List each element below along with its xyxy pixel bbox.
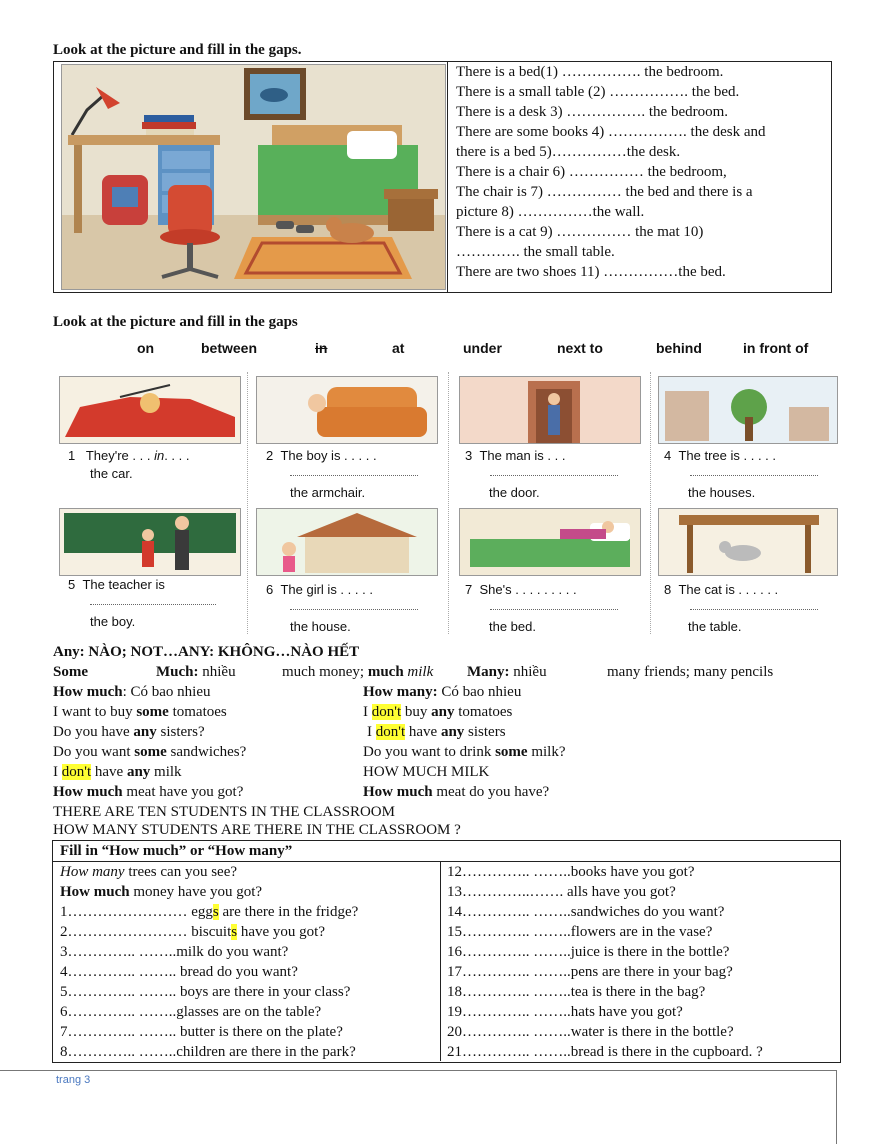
fill-item: 17………….. ……..pens are there in your bag? — [447, 964, 733, 980]
grammar-example-r5: How much meat do you have? — [363, 784, 550, 800]
s1-line: There is a chair 6) …………… the bedroom, — [456, 164, 727, 180]
s1-line: There is a desk 3) ……………. the bedroom. — [456, 104, 729, 120]
car-illustration — [60, 377, 240, 443]
fill-item: 8………….. ……..children are there in the park? — [60, 1044, 356, 1060]
fill-title: Fill in “How much” or “How many” — [60, 843, 293, 859]
grammar-how-much: How much: Có bao nhieu — [53, 684, 211, 700]
word-bank-on: on — [137, 340, 155, 356]
grammar-example-l1: I want to buy some tomatoes — [53, 704, 227, 720]
fill-item: 4………….. …….. bread do you want? — [60, 964, 298, 980]
item-1: 1 They're . . . in. . . . — [68, 448, 190, 463]
grammar-example-l4: I don't have any milk — [53, 764, 182, 780]
picture-door — [459, 376, 641, 444]
fill-item: 15………….. ……..flowers are in the vase? — [447, 924, 713, 940]
item-7: 7 She's . . . . . . . . . — [465, 582, 577, 597]
fill-example-2: How much money have you got? — [60, 884, 263, 900]
item-8-line2: the table. — [688, 619, 742, 634]
word-bank-next-to: next to — [557, 340, 603, 356]
section1-heading: Look at the picture and fill in the gaps. — [53, 42, 302, 58]
s1-line: There is a small table (2) ……………. the bed. — [456, 84, 740, 100]
fill-item: 19………….. ……..hats have you got? — [447, 1004, 683, 1020]
item-4: 4 The tree is . . . . . — [664, 448, 777, 463]
house-illustration — [257, 509, 437, 575]
fill-item: 3………….. ……..milk do you want? — [60, 944, 289, 960]
armchair-illustration — [257, 377, 437, 443]
picture-table — [658, 508, 838, 576]
fill-item: 12………….. ……..books have you got? — [447, 864, 695, 880]
fill-right-column — [447, 862, 763, 1062]
table-illustration — [659, 509, 837, 575]
item-5: 5 The teacher is — [68, 577, 165, 592]
books — [144, 115, 194, 122]
s1-line: There is a cat 9) …………… the mat 10) — [456, 224, 704, 240]
grammar-example-r4: HOW MUCH MILK — [363, 764, 490, 780]
fill-item: 16………….. ……..juice is there in the bottle? — [447, 944, 730, 960]
handwritten-answer: in — [154, 448, 165, 463]
item-8: 8 The cat is . . . . . . — [664, 582, 779, 597]
fill-left-column — [60, 862, 358, 1062]
grammar-example-l3: Do you want some sandwiches? — [53, 744, 247, 760]
section1-sentences — [456, 62, 766, 282]
grammar-many: Many: nhiều — [467, 664, 547, 680]
fill-item: 14………….. ……..sandwiches do you want? — [447, 904, 725, 920]
item-4-line2: the houses. — [688, 485, 756, 500]
fill-item: 7………….. …….. butter is there on the plate? — [60, 1024, 343, 1040]
grammar-example-l2: Do you have any sisters? — [53, 724, 205, 740]
fill-item: 2…………………… biscuits have you got? — [60, 924, 325, 940]
s1-line: The chair is 7) …………… the bed and there is a — [456, 184, 753, 200]
word-bank-under: under — [463, 340, 502, 356]
section2-heading: Look at the picture and fill in the gaps — [53, 314, 298, 330]
grammar-much-example: much money; much milk — [282, 664, 434, 680]
fill-item: 6………….. ……..glasses are on the table? — [60, 1004, 322, 1020]
picture-houses — [658, 376, 838, 444]
picture-teacher — [59, 508, 241, 576]
grammar-caps-1: THERE ARE TEN STUDENTS IN THE CLASSROOM — [53, 804, 395, 820]
grammar-many-example: many friends; many pencils — [607, 664, 774, 680]
grammar-example-r2: I don't have any sisters — [367, 724, 506, 740]
word-bank-in: in — [315, 340, 328, 356]
grammar-how-many: How many: Có bao nhieu — [363, 684, 522, 700]
fill-item: 20………….. ……..water is there in the bottle? — [447, 1024, 734, 1040]
grammar-example-l5: How much meat have you got? — [53, 784, 244, 800]
picture-house — [256, 508, 438, 576]
bed-illustration-2 — [460, 509, 640, 575]
word-bank-at: at — [392, 340, 405, 356]
fill-item: 5………….. …….. boys are there in your class? — [60, 984, 351, 1000]
picture-bed — [459, 508, 641, 576]
footer-frame — [0, 1070, 837, 1144]
fill-item: 21………….. ……..bread is there in the cupboard. ? — [447, 1044, 763, 1060]
shoes — [276, 221, 294, 229]
pillow — [347, 131, 397, 159]
fill-item: 18………….. ……..tea is there in the bag? — [447, 984, 706, 1000]
item-7-line2: the bed. — [489, 619, 536, 634]
picture-car — [59, 376, 241, 444]
grammar-some: Some — [53, 664, 88, 680]
picture-armchair — [256, 376, 438, 444]
s1-line: there is a bed 5)……………the desk. — [456, 144, 681, 160]
fill-item: 1…………………… eggs are there in the fridge? — [60, 904, 359, 920]
item-5-line2: the boy. — [90, 614, 136, 629]
s1-line: There are some books 4) ……………. the desk and — [456, 124, 766, 140]
desk — [68, 135, 220, 145]
grammar-example-r1: I don't buy any tomatoes — [363, 704, 513, 720]
s1-line: There is a bed(1) ……………. the bedroom. — [456, 64, 724, 80]
item-1-line2: the car. — [90, 466, 133, 481]
chair — [168, 185, 212, 235]
item-3-line2: the door. — [489, 485, 540, 500]
grammar-much: Much: nhiều — [156, 664, 236, 680]
grammar-title: Any: NÀO; NOT…ANY: KHÔNG…NÀO HẾT — [53, 644, 360, 660]
s1-line: There are two shoes 11) ……………the bed. — [456, 264, 726, 280]
s1-line: picture 8) ……………the wall. — [456, 204, 645, 220]
item-6-line2: the house. — [290, 619, 351, 634]
houses-illustration — [659, 377, 837, 443]
word-bank-behind: behind — [656, 340, 702, 356]
small-table — [384, 189, 438, 199]
bedroom-illustration — [62, 65, 445, 289]
fill-item: 13…………..……. alls have you got? — [447, 884, 676, 900]
door-illustration — [460, 377, 640, 443]
grammar-example-r3: Do you want to drink some milk? — [363, 744, 566, 760]
s1-line: …………. the small table. — [456, 244, 615, 260]
grammar-caps-2: HOW MANY STUDENTS ARE THERE IN THE CLASSROOM ? — [53, 822, 461, 838]
teacher-illustration — [60, 509, 240, 575]
bedroom-picture — [61, 64, 446, 290]
fill-example-1: How many trees can you see? — [60, 864, 238, 880]
item-3: 3 The man is . . . — [465, 448, 566, 463]
item-2: 2 The boy is . . . . . — [266, 448, 377, 463]
word-bank-between: between — [201, 340, 258, 356]
word-bank-in-front-of: in front of — [743, 340, 809, 356]
page-label: trang 3 — [56, 1074, 91, 1086]
item-6: 6 The girl is . . . . . — [266, 582, 373, 597]
item-2-line2: the armchair. — [290, 485, 366, 500]
